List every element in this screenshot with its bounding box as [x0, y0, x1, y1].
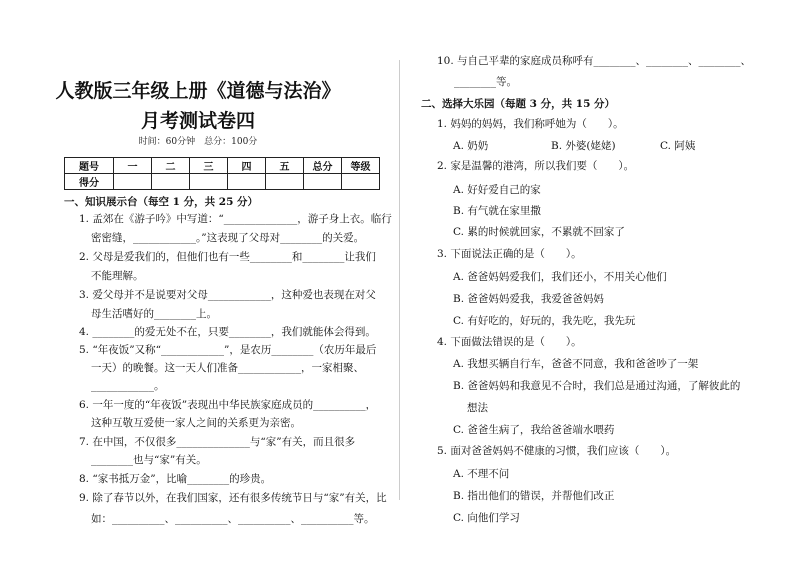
question-line: 2. 父母是爱我们的，但他们也有一些________和________让我们	[79, 251, 376, 263]
score-header-cell: 四	[228, 158, 266, 174]
section-heading: 一、知识展示台（每空 1 分，共 25 分）	[64, 196, 259, 208]
choice-option[interactable]: C. 向他们学习	[453, 512, 520, 524]
score-table	[64, 157, 380, 190]
question-line: 10. 与自己平辈的家庭成员称呼有________、________、________、	[437, 55, 752, 67]
page-subtitle: 月考测试卷四	[140, 110, 255, 132]
exam-meta: 时间：60分钟 总分：100分	[138, 137, 258, 147]
choice-option[interactable]: B. 指出他们的错误，并帮他们改正	[453, 490, 615, 502]
score-table-score-row	[65, 174, 380, 190]
score-cell[interactable]	[114, 174, 152, 190]
page-title: 人教版三年级上册《道德与法治》	[55, 80, 341, 102]
question-line: ____________。	[91, 380, 165, 392]
score-header-cell: 等级	[342, 158, 380, 174]
score-header-cell: 题号	[65, 158, 114, 174]
score-table-header-row	[65, 158, 380, 174]
question-line: 这种互敬互爱使一家人之间的关系更为亲密。	[91, 417, 301, 429]
choice-option[interactable]: C. 爸爸生病了，我给爸爸端水喂药	[453, 424, 615, 436]
choice-question-stem: 2. 家是温馨的港湾，所以我们要（ ）。	[437, 160, 635, 172]
choice-option[interactable]: C. 阿姨	[660, 140, 696, 152]
choice-option[interactable]: B. 爸爸妈妈和我意见不合时，我们总是通过沟通，了解彼此的	[453, 380, 741, 392]
choice-option[interactable]: A. 爸爸妈妈爱我们，我们还小，不用关心他们	[453, 271, 667, 283]
choice-option[interactable]: B. 外婆(姥姥)	[551, 140, 616, 152]
choice-option[interactable]: A. 我想买辆自行车，爸爸不同意，我和爸爸吵了一架	[453, 358, 699, 370]
question-line: 一天）的晚餐。这一天人们准备____________，一家相聚、	[91, 362, 364, 374]
score-cell[interactable]	[342, 174, 380, 190]
choice-option[interactable]: B. 爸爸妈妈爱我，我爱爸爸妈妈	[453, 293, 604, 305]
question-line: 7. 在中国，不仅很多______________与“家”有关，而且很多	[79, 436, 356, 448]
score-cell[interactable]	[190, 174, 228, 190]
question-line: 5. “年夜饭”又称“____________”，是农历________（农历年最后	[79, 344, 377, 356]
choice-option[interactable]: A. 不理不问	[453, 468, 510, 480]
score-header-cell: 三	[190, 158, 228, 174]
question-line: 不能理解。	[91, 270, 144, 282]
choice-option[interactable]: C. 累的时候就回家，不累就不回家了	[453, 226, 625, 238]
question-line: 9. 除了春节以外，在我们国家，还有很多传统节日与“家”有关，比	[79, 492, 387, 504]
score-cell[interactable]	[228, 174, 266, 190]
choice-option[interactable]: A. 好好爱自己的家	[453, 184, 541, 196]
question-line: 密密缝，____________。”这表现了父母对________的关爱。	[91, 232, 365, 244]
score-header-cell: 一	[114, 158, 152, 174]
question-line: 母生活嗜好的________上。	[91, 308, 217, 320]
question-line: 4. ________的爱无处不在，只要________，我们就能体会得到。	[79, 326, 376, 338]
choice-question-stem: 5. 面对爸爸妈妈不健康的习惯，我们应该（ ）。	[437, 445, 677, 457]
choice-option[interactable]: C. 有好吃的，好玩的，我先吃，我先玩	[453, 315, 636, 327]
score-cell[interactable]	[152, 174, 190, 190]
score-cell[interactable]	[304, 174, 342, 190]
score-header-cell: 五	[266, 158, 304, 174]
score-row-label: 得分	[65, 174, 114, 190]
column-divider	[399, 60, 400, 500]
question-line: 1. 孟郊在《游子吟》中写道：“______________，游子身上衣。临行	[79, 213, 392, 225]
question-line: ________也与“家”有关。	[91, 454, 207, 466]
score-header-cell: 二	[152, 158, 190, 174]
choice-option[interactable]: B. 有气就在家里撒	[453, 205, 541, 217]
score-cell[interactable]	[266, 174, 304, 190]
choice-option[interactable]: A. 奶奶	[453, 140, 489, 152]
question-line: 6. 一年一度的“年夜饭”表现出中华民族家庭成员的__________，	[79, 399, 377, 411]
choice-question-stem: 4. 下面做法错误的是（ ）。	[437, 336, 582, 348]
question-line: 8. “家书抵万金”，比喻________的珍贵。	[79, 473, 272, 485]
choice-question-stem: 3. 下面说法正确的是（ ）。	[437, 248, 582, 260]
question-line: 3. 爱父母并不是说要对父母____________，这种爱也表现在对父	[79, 289, 376, 301]
score-header-cell: 总分	[304, 158, 342, 174]
question-line: ________等。	[454, 76, 517, 88]
choice-question-stem: 1. 妈妈的妈妈，我们称呼她为（ ）。	[437, 118, 624, 130]
section-heading: 二、选择大乐园（每题 3 分，共 15 分）	[421, 98, 616, 110]
choice-option-continued: 想法	[467, 402, 488, 414]
question-line: 如：__________、__________、__________、__________等。	[91, 513, 375, 525]
